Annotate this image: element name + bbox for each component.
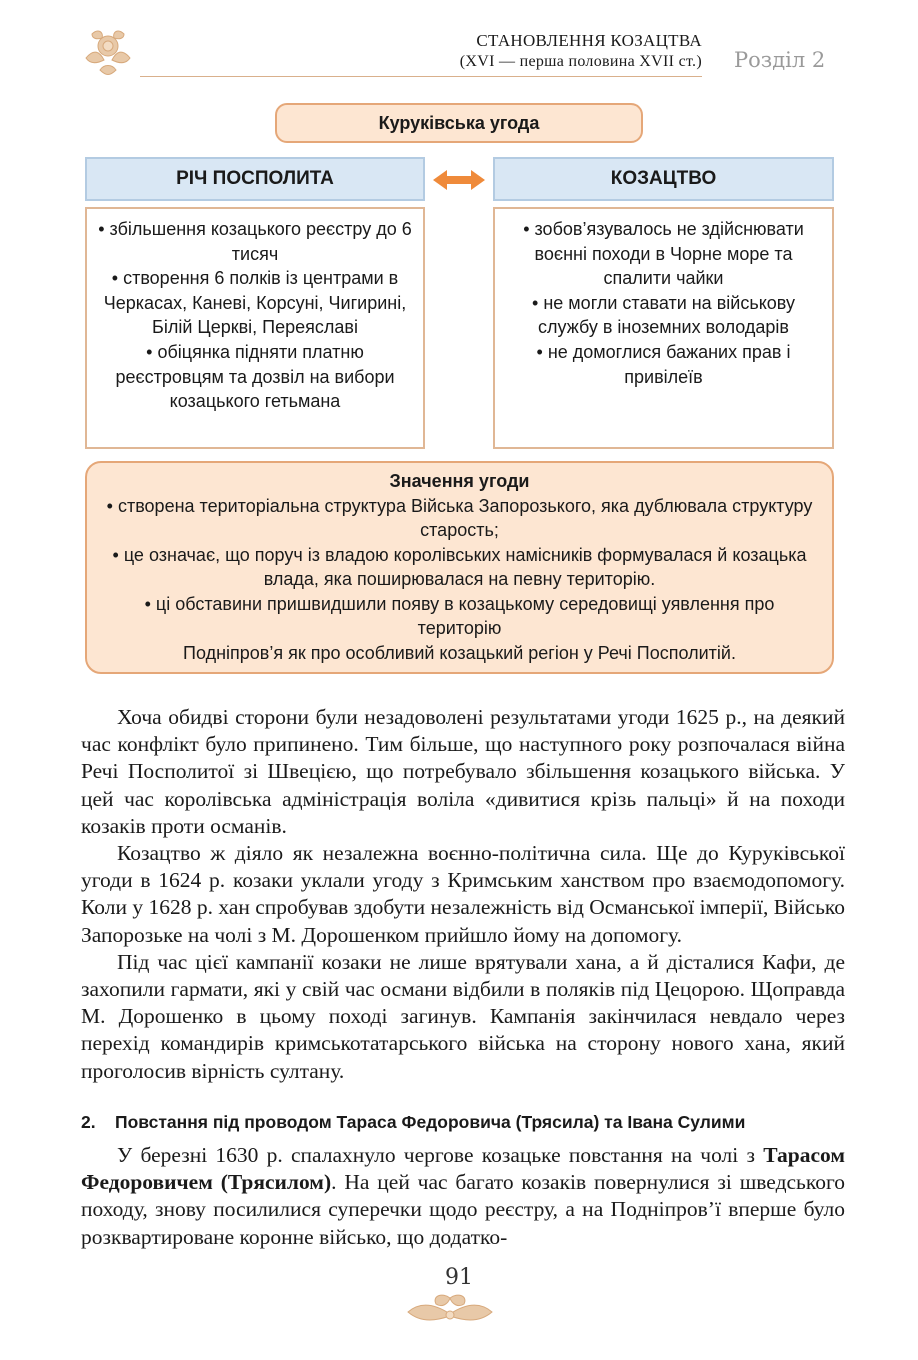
list-item: • зобов’язувалось не здійснювати воєнні походи в Чорне море та спалити чайки: [523, 219, 804, 289]
chapter-title-line2: (XVI — перша половина XVII ст.): [459, 53, 702, 70]
body-text-continued: [81, 1142, 845, 1251]
list-item: • ці обставини пришвидшили появу в козацькому середовищі уявлення про територію: [144, 593, 775, 638]
right-column-heading: КОЗАЦТВО: [493, 157, 834, 201]
bold-name: Тарасом Федоровичем (Трясилом): [81, 1143, 845, 1195]
paragraph-text: . На цей час багато козаків повернулися зі шведського походу, знову посилилися суперечки щодо реєстру, а на Подніпров’ї вперше було розквартироване коронне військо, що додатко-: [81, 1170, 845, 1249]
list-item: • створена територіальна структура Війська Запорозького, яка дублювала структуру старость;: [106, 495, 813, 540]
section-label: Розділ 2: [734, 48, 826, 72]
left-column-box: [85, 207, 425, 449]
paragraph: Козацтво ж діяло як незалежна воєнно-політична сила. Ще до Куруківської угоди в 1624 р. козаки уклали угоду з Кримським ханством про взаємодопомогу. Коли у 1628 р. хан спробував здобути незалежність від Османської імперії, Військо Запорозьке на чолі з М. Дорошенком прийшло йому на допомогу.: [81, 841, 845, 947]
left-column-heading: РІЧ ПОСПОЛИТА: [85, 157, 425, 201]
section-heading-text: Повстання під проводом Тараса Федоровича (Трясила) та Івана Сулими: [115, 1112, 746, 1132]
section-heading: [81, 1112, 845, 1133]
list-item: • не домоглися бажаних прав і привілеїв: [536, 341, 791, 387]
chapter-title-line1: СТАНОВЛЕННЯ КОЗАЦТВА: [476, 31, 702, 50]
list-item: • збільшення козацького реєстру до 6 тисяч: [98, 219, 412, 264]
header-divider: [140, 76, 702, 77]
paragraph: Хоча обидві сторони були незадоволені результатами угоди 1625 р., на деякий час конфлікт було припинено. Тим більше, що наступного року розпочалася війна Речі Посполитої зі Швецією, що потребувало збільшення козацького війська. У цей час королівська адміністрація воліла «дивитися крізь пальці» й на походи козаків проти османів.: [81, 705, 845, 838]
floral-ornament-icon: [398, 1290, 502, 1330]
list-item: • це означає, що поруч із владою королівських намісників формувалася й козацька влада, яка поширювалася на певну територію.: [112, 544, 807, 589]
list-item: • створення 6 полків із центрами в Черкасах, Каневі, Корсуні, Чигирині, Білій Церкві, Переяславі: [103, 268, 407, 338]
paragraph-text: У березні 1630 р. спалахнуло чергове козацьке повстання на чолі з: [117, 1143, 764, 1167]
list-item: • обіцянка підняти платню реєстровцям та дозвіл на вибори козацького гетьмана: [115, 341, 395, 412]
chapter-title: [460, 30, 702, 72]
paragraph: [81, 1142, 845, 1251]
list-item: • не могли ставати на військову службу в іноземних володарів: [532, 292, 795, 338]
double-arrow-icon: [431, 167, 487, 193]
right-column-box: [493, 207, 834, 449]
diagram-title: Куруківська угода: [275, 103, 643, 143]
body-text: [81, 704, 845, 1085]
meaning-box: [85, 461, 834, 674]
floral-ornament-icon: [78, 22, 138, 80]
meaning-title: Значення угоди: [389, 471, 530, 491]
page-number: 91: [445, 1265, 473, 1290]
paragraph: Під час цієї кампанії козаки не лише врятували хана, а й дісталися Кафи, де захопили гармати, які у свій час османи відбили в поляків під Цецорою. Щоправда М. Дорошенко в цьому поході загинув. Кампанія закінчилася невдало через перехід командирів кримськотатарського війська на сторону нового хана, який проголосив вірність султану.: [81, 949, 845, 1083]
section-number: 2.: [81, 1112, 96, 1132]
list-item: Подніпров’я як про особливий козацький регіон у Речі Посполитій.: [183, 642, 736, 663]
